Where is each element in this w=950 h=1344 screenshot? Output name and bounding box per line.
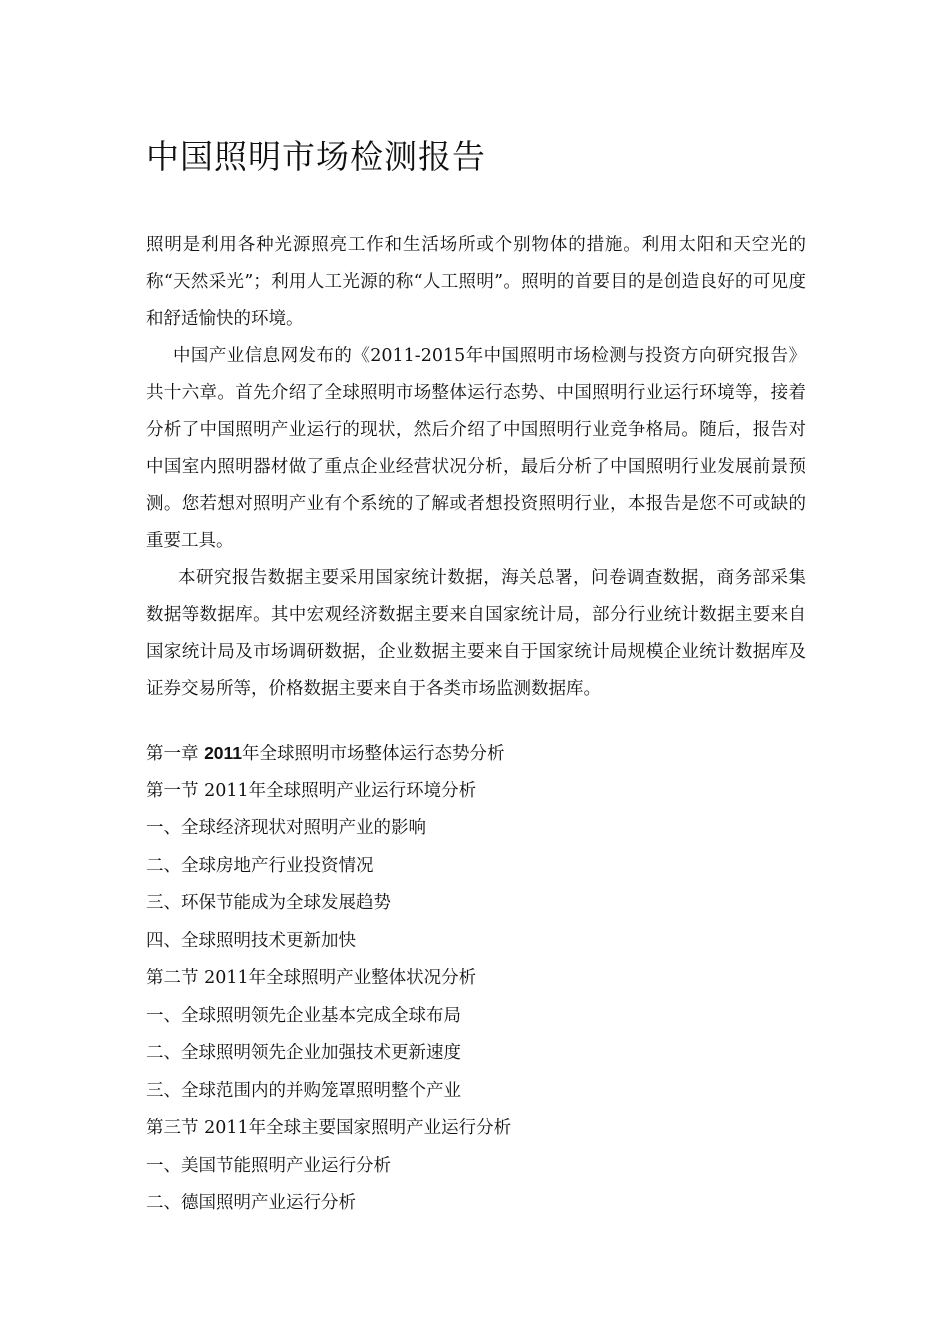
- toc-item: 二、全球照明领先企业加强技术更新速度: [146, 1043, 461, 1063]
- toc-item: 一、美国节能照明产业运行分析: [146, 1155, 391, 1176]
- toc-item: 三、环保节能成为全球发展趋势: [146, 893, 391, 913]
- toc-item: 第二节 2011年全球照明产业整体状况分析: [146, 968, 477, 988]
- paragraph-report-summary: 中国产业信息网发布的《2011-2015年中国照明市场检测与投资方向研究报告》共十六章。首先介绍了全球照明市场整体运行态势、中国照明行业运行环境等，接着分析了中国照明产业运行的现状，然后介绍了中国照明行业竞争格局。随后，报告对中国室内照明器材做了重点企业经营状况分析，最后分析了中国照明行业发展前景预测。您若想对照明产业有个系统的了解或者想投资照明行业，本报告是您不可或缺的重要工具。: [146, 346, 806, 551]
- toc-chapter-1-suffix: 年全球照明市场整体运行态势分析: [242, 744, 505, 764]
- toc-item: 二、德国照明产业运行分析: [146, 1193, 356, 1213]
- toc-item: 第三节 2011年全球主要国家照明产业运行分析: [146, 1118, 512, 1138]
- paragraph-definition: 照明是利用各种光源照亮工作和生活场所或个别物体的措施。利用太阳和天空光的称“天然采光”；利用人工光源的称“人工照明”。照明的首要目的是创造良好的可见度和舒适愉快的环境。: [146, 235, 806, 329]
- document-title: 中国照明市场检测报告: [146, 137, 486, 176]
- intro-section: [146, 227, 806, 708]
- toc-item: 三、全球范围内的并购笼罩照明整个产业: [146, 1080, 461, 1101]
- paragraph-data-sources: 本研究报告数据主要采用国家统计数据，海关总署，问卷调查数据，商务部采集数据等数据库。其中宏观经济数据主要来自国家统计局，部分行业统计数据主要来自国家统计局及市场调研数据，企业数据主要来自于国家统计局规模企业统计数据库及证券交易所等，价格数据主要来自于各类市场监测数据库。: [146, 568, 806, 699]
- toc-chapter-1-prefix: 第一章: [146, 744, 205, 764]
- toc-item: 第一节 2011年全球照明产业运行环境分析: [146, 780, 477, 801]
- toc-item: 一、全球照明领先企业基本完成全球布局: [146, 1005, 461, 1026]
- toc-item: 四、全球照明技术更新加快: [146, 930, 356, 951]
- toc-chapter-1: [146, 735, 806, 773]
- table-of-contents: [146, 735, 806, 1223]
- toc-item: 一、全球经济现状对照明产业的影响: [146, 818, 426, 838]
- toc-item: 二、全球房地产行业投资情况: [146, 855, 374, 876]
- toc-chapter-1-year: 2011: [204, 743, 243, 763]
